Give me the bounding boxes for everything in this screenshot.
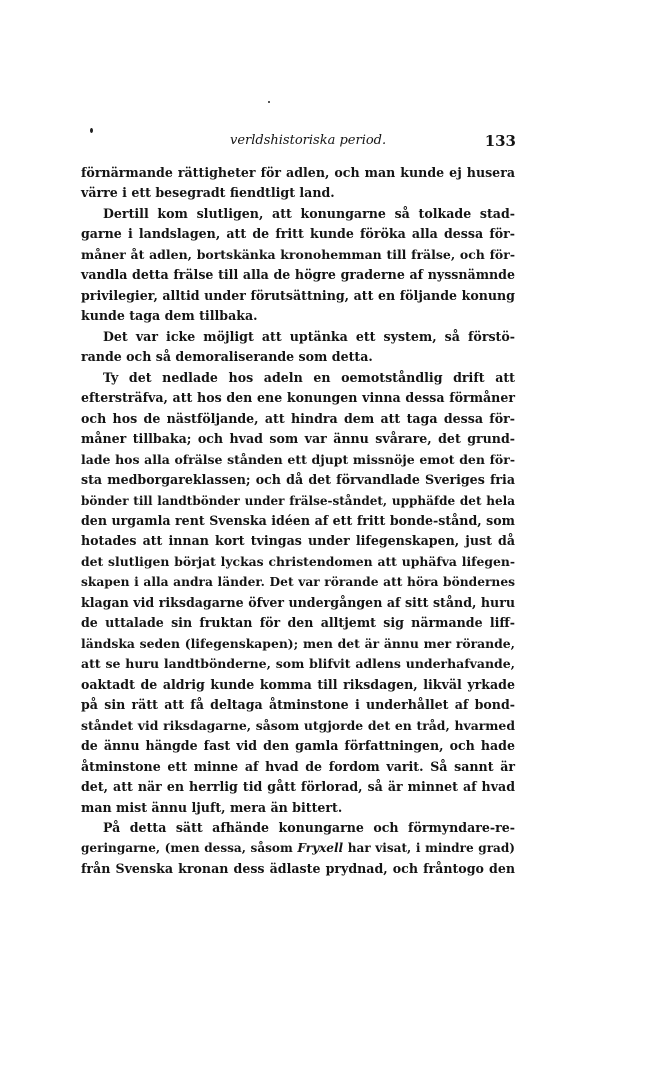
text-line: måner tillbaka; och hvad som var ännu svårare, det grund- [81, 431, 515, 447]
page-header [82, 130, 516, 152]
text-segment: har visat, i mindre grad) [347, 841, 516, 856]
text-line [81, 838, 515, 858]
text-line: sta medborgareklassen; och då det förvandlade Sveriges fria [81, 472, 515, 488]
text-line: Dertill kom slutligen, att konungarne så tolkade stad- [103, 205, 515, 221]
text-line: de uttalade sin fruktan för den alltjemt sig närmande liff- [81, 615, 515, 631]
text-line: att se huru landtbönderne, som blifvit adlens underhafvande, [81, 656, 515, 672]
text-line: på sin rätt att få deltaga åtminstone i underhållet af bond- [81, 697, 515, 713]
text-line: bönder till landtbönder under frälse-ståndet, upphäfde det hela [81, 493, 515, 508]
text-line: värre i ett besegradt fiendtligt land. [81, 185, 335, 201]
text-line: den urgamla rent Svenska idéen af ett fritt bonde-stånd, som [81, 512, 515, 528]
text-line: oaktadt de aldrig kunde komma till riksdagen, likväl yrkade [81, 676, 515, 692]
text-line: garne i landslagen, att de fritt kunde föröka alla dessa för- [81, 226, 515, 242]
text-line: ländska seden (lifegenskapen); men det är ännu mer rörande, [81, 635, 515, 651]
text-line: åtminstone ett minne af hvad de fordom varit. Så sannt är [81, 758, 515, 774]
text-line: eftersträfva, att hos den ene konungen vinna dessa förmåner [81, 390, 515, 406]
text-line: hotades att innan kort tvingas under lifegenskapen, just då [81, 533, 515, 549]
text-line: På detta sätt afhände konungarne och förmyndare-re- [103, 820, 515, 835]
page-number: 133 [484, 132, 516, 150]
text-line: Ty det nedlade hos adeln en oemotståndlig drift att [103, 369, 515, 385]
text-line: och hos de nästföljande, att hindra dem att taga dessa för- [81, 410, 515, 426]
text-line: klagan vid riksdagarne öfver undergången af sitt stånd, huru [81, 594, 515, 610]
text-line: de ännu hängde fast vid den gamla författningen, och hade [81, 738, 515, 754]
ink-speck [268, 101, 270, 103]
text-line: det slutligen börjat lyckas christendomen att uphäfva lifegen- [81, 553, 515, 569]
text-line: man mist ännu ljuft, mera än bittert. [81, 799, 343, 815]
text-line: lade hos alla ofrälse stånden ett djupt missnöje emot den för- [81, 451, 515, 467]
text-line: vandla detta frälse till alla de högre graderne af nyssnämnde [81, 267, 515, 283]
text-line: ståndet vid riksdagarne, såsom utgjorde det en tråd, hvarmed [81, 717, 515, 733]
author-name: Fryxell [297, 841, 344, 856]
text-segment: geringarne, (men dessa, såsom [81, 841, 293, 856]
text-line: rande och så demoraliserande som detta. [81, 349, 373, 365]
text-line: skapen i alla andra länder. Det var rörande att höra böndernes [81, 575, 515, 590]
text-line: från Svenska kronan dess ädlaste prydnad, och fråntogo den [81, 860, 515, 876]
running-title: verldshistoriska period. [230, 133, 387, 148]
text-line: måner åt adlen, bortskänka kronohemman till frälse, och för- [81, 246, 515, 262]
text-line: förnärmande rättigheter för adlen, och man kunde ej husera [81, 165, 515, 180]
text-line: privilegier, alltid under förutsättning, att en följande konung [81, 287, 515, 303]
text-line: Det var icke möjligt att uptänka ett system, så förstö- [103, 328, 515, 344]
text-line: det, att när en herrlig tid gått förlorad, så är minnet af hvad [81, 779, 515, 795]
body-text [81, 163, 515, 879]
text-line: kunde taga dem tillbaka. [81, 308, 258, 324]
